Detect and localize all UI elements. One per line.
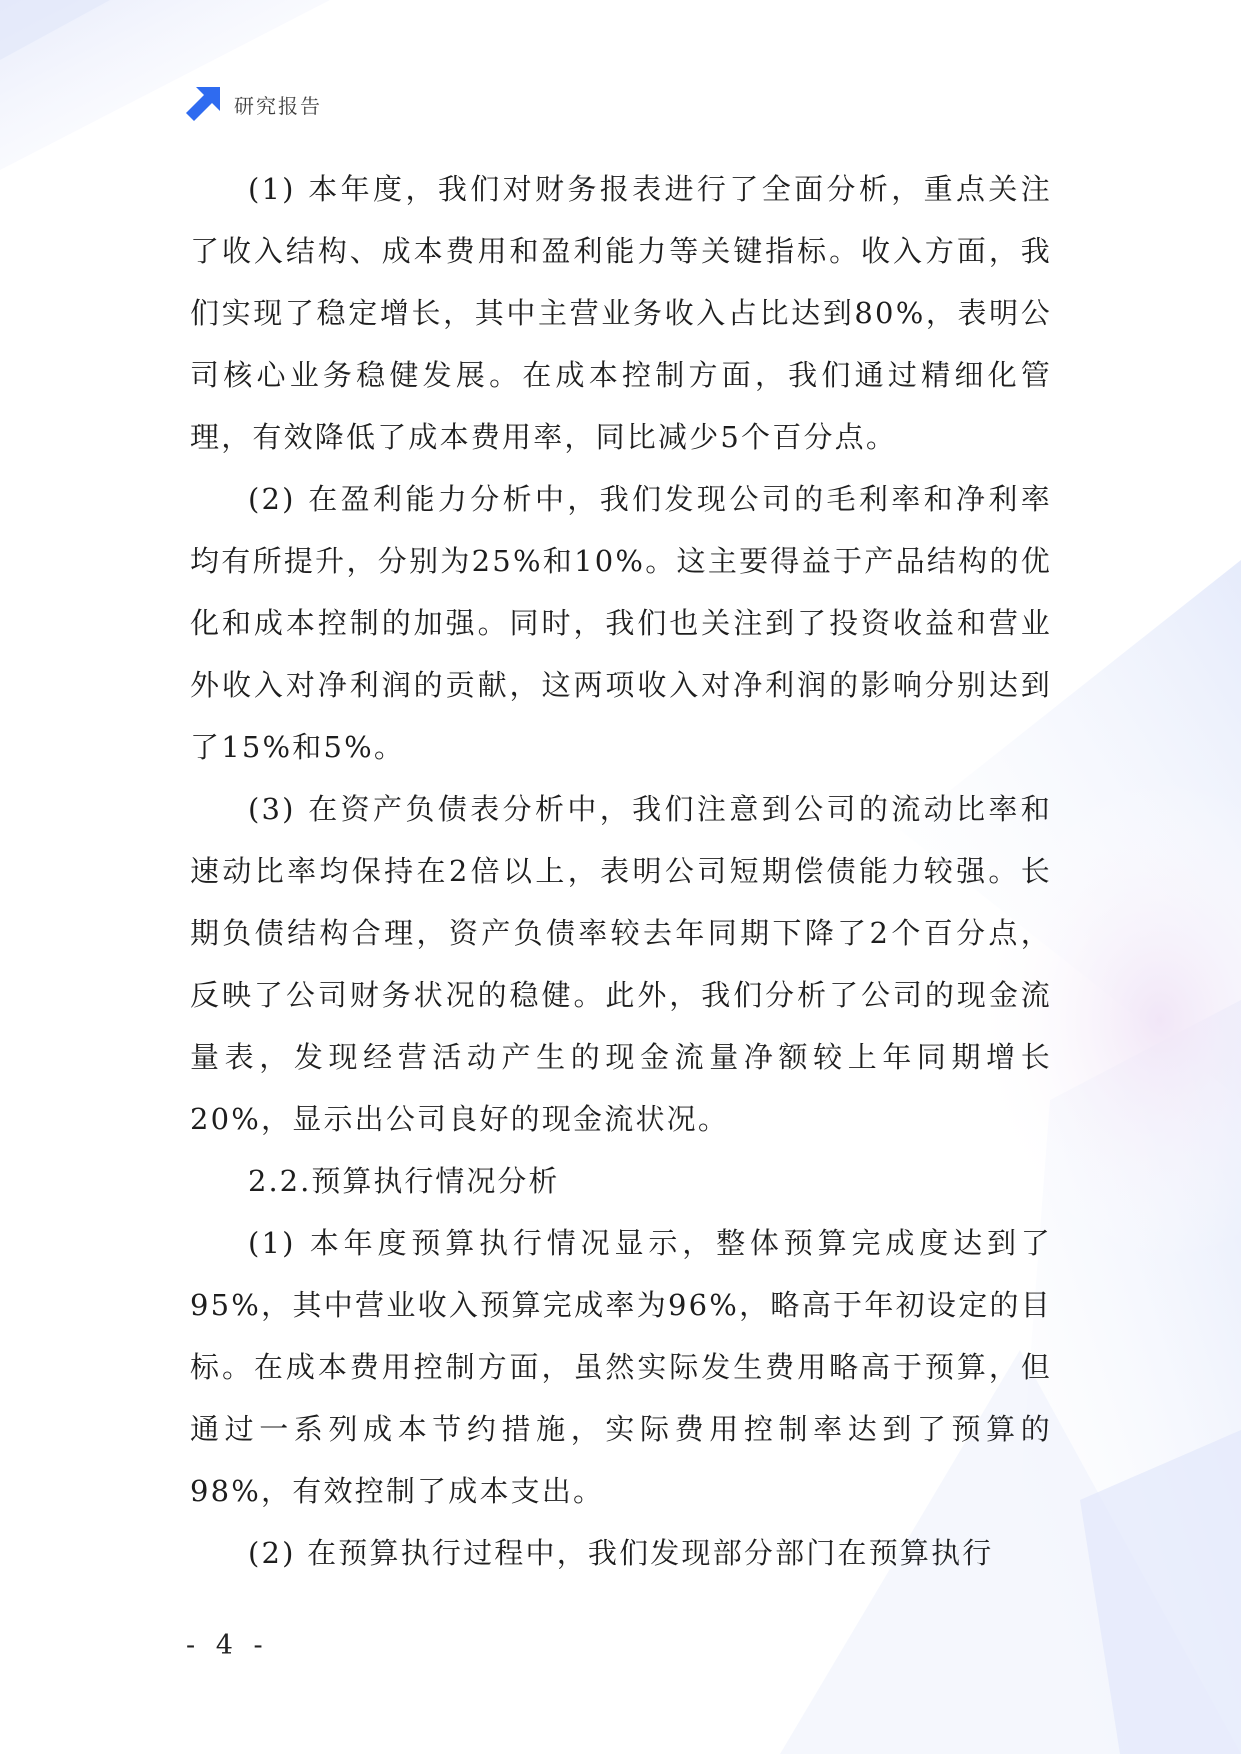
section-heading: 2.2.预算执行情况分析 [248, 1164, 560, 1198]
header-title: 研究报告 [234, 93, 322, 118]
paragraph-budget-overview: (1) 本年度预算执行情况显示，整体预算完成度达到了95%，其中营业收入预算完成率为96%，略高于年初设定的目标。在成本费用控制方面，虽然实际发生费用略高于预算，但通过一系列成本节约措施，实际费用控制率达到了预算的98%，有效控制了成本支出。 [190, 1226, 1052, 1508]
paragraph-budget-process: (2) 在预算执行过程中，我们发现部分部门在预算执行 [248, 1536, 994, 1570]
report-header [186, 84, 322, 124]
page-number: - 4 - [186, 1630, 269, 1661]
document-body [190, 158, 1052, 1584]
paragraph-financial-statements: (1) 本年度，我们对财务报表进行了全面分析，重点关注了收入结构、成本费用和盈利能力等关键指标。收入方面，我们实现了稳定增长，其中主营业务收入占比达到80%，表明公司核心业务稳健发展。在成本控制方面，我们通过精细化管理，有效降低了成本费用率，同比减少5个百分点。 [190, 172, 1052, 454]
paragraph-profitability: (2) 在盈利能力分析中，我们发现公司的毛利率和净利率均有所提升，分别为25%和10%。这主要得益于产品结构的优化和成本控制的加强。同时，我们也关注到了投资收益和营业外收入对净利润的贡献，这两项收入对净利润的影响分别达到了15%和5%。 [190, 482, 1052, 764]
arrow-up-right-icon [186, 87, 220, 121]
paragraph-balance-sheet: (3) 在资产负债表分析中，我们注意到公司的流动比率和速动比率均保持在2倍以上，表明公司短期偿债能力较强。长期负债结构合理，资产负债率较去年同期下降了2个百分点，反映了公司财务状况的稳健。此外，我们分析了公司的现金流量表，发现经营活动产生的现金流量净额较上年同期增长20%，显示出公司良好的现金流状况。 [190, 792, 1052, 1136]
